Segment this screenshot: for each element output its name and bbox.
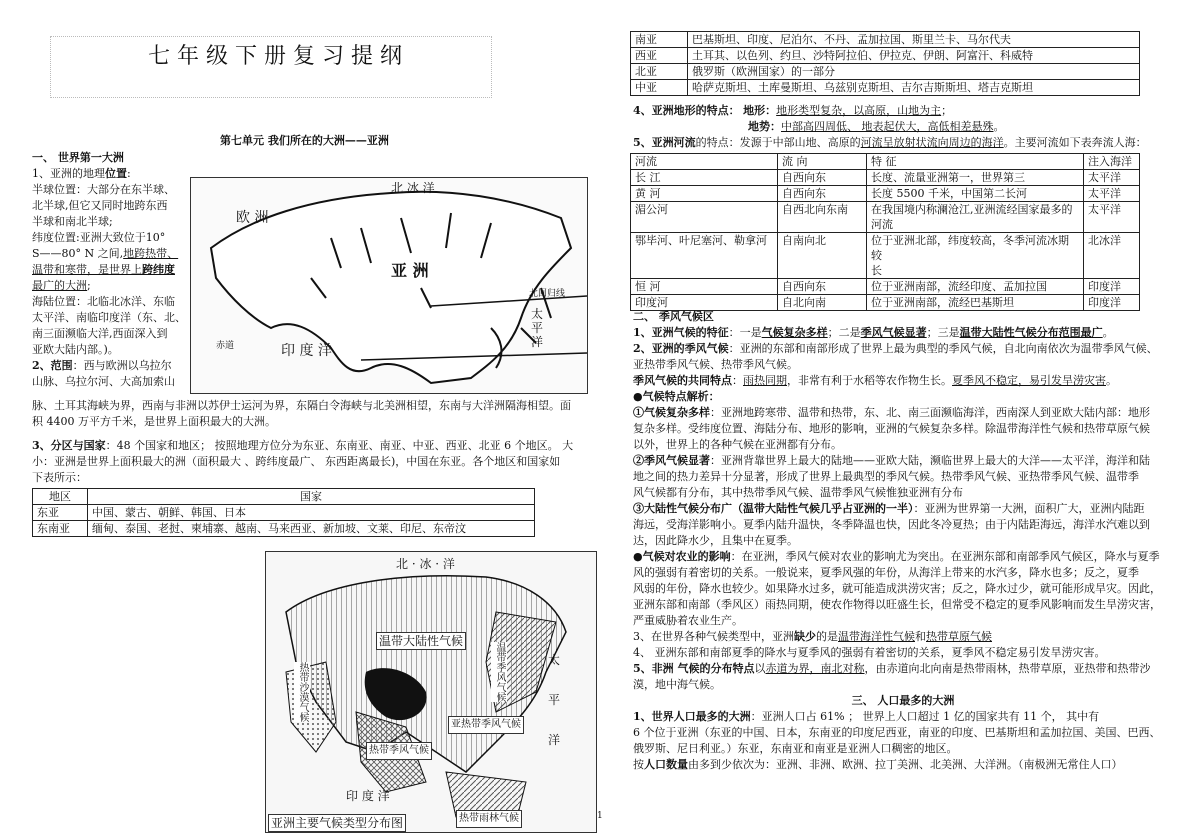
- map2-label-subtropical-monsoon: 亚热带季风气候: [448, 716, 524, 734]
- river-table: [630, 153, 1140, 311]
- section-2-heading: 二、 季风气候区: [633, 310, 714, 323]
- section-3-heading: 三、 人口最多的大洲: [851, 694, 955, 707]
- table-row: 印度河 自北向南 位于亚洲南部，流经巴基斯坦 印度洋: [631, 295, 1140, 311]
- map2-label-tropical-monsoon: 热带季风气候: [366, 742, 432, 760]
- map1-label-asia: 亚 洲: [391, 261, 429, 280]
- map1-label-indian: 印 度 洋: [281, 343, 332, 359]
- region-table-continued: [630, 31, 1140, 96]
- table-row: 中亚 哈萨克斯坦、土库曼斯坦、乌兹别克斯坦、吉尔吉斯斯坦、塔吉克斯坦: [631, 80, 1140, 96]
- climate-map-drawing: [266, 552, 596, 832]
- table-header-row: 河流 流 向 特 征 注入海洋: [631, 154, 1140, 170]
- map2-label-pacific-2: 平: [548, 693, 561, 707]
- section-1-heading: 一、 世界第一大洲: [32, 151, 124, 164]
- table-row: 东南亚 缅甸、泰国、老挝、柬埔寨、越南、马来西亚、新加坡、文莱、印尼、东帝汶: [33, 521, 535, 537]
- map1-label-equator: 赤道: [216, 341, 235, 351]
- map1-label-arctic: 北 冰 洋: [391, 181, 435, 195]
- table-row: 西亚 土耳其、以色列、约旦、沙特阿拉伯、伊拉克、伊朗、阿富汗、科威特: [631, 48, 1140, 64]
- map2-label-pacific-1: 太: [548, 653, 561, 667]
- map1-label-pacific-1: 太: [531, 307, 544, 321]
- table-row: 恒 河 自西向东 位于亚洲南部，流经印度、孟加拉国 印度洋: [631, 279, 1140, 295]
- table-header: 国家: [88, 489, 535, 505]
- climate-map: [265, 551, 597, 833]
- location-block: 1、亚洲的地理位置: 半球位置：大部分在东半球、 北半球,但它又同时地跨东西 半球和南北半球; 纬度位置:亚洲大致位于10° S——80° N 之间,地跨热带、 温带和寒带，是世界上跨纬度 最广的大洲; 海陆位置：北临北冰洋、东临 太平洋、南临印度洋（东、北、 南三面濒临大洋,西面深入到 亚欧大陆内部。)。 2、范围：西与欧洲以乌拉尔 山脉、乌拉尔河、大高加索山: [32, 167, 186, 388]
- map2-caption: 亚洲主要气候类型分布图: [268, 814, 406, 832]
- map2-label-pacific-3: 洋: [548, 733, 561, 747]
- table-row: 长 江 自西向东 长度、流量亚洲第一，世界第三 太平洋: [631, 170, 1140, 186]
- table-row: 东亚 中国、蒙古、朝鲜、韩国、日本: [33, 505, 535, 521]
- map1-label-europe: 欧 洲: [236, 210, 269, 226]
- map2-label-arctic: 北 · 冰 · 洋: [396, 557, 455, 571]
- page-title: 七 年 级 下 册 复 习 提 纲: [148, 44, 402, 69]
- division-paragraph: 3、分区与国家：48 个国家和地区； 按照地理方位分为东亚、东南亚、南亚、中亚、西亚、北亚 6 个地区。 大 小：亚洲是世界上面积最大的洲（面积最大 、跨纬度最广、 东西距离最长)，中国在东亚。各个地区和国家如 下表所示：: [32, 439, 574, 484]
- map2-label-indian: 印 度 洋: [346, 789, 390, 803]
- map1-label-pacific-2: 平: [531, 321, 544, 335]
- map2-label-rainforest: 热带雨林气候: [456, 810, 522, 828]
- page-number: 1: [597, 811, 603, 821]
- region-table: [32, 488, 535, 537]
- table-row: 北亚 俄罗斯（欧洲国家）的一部分: [631, 64, 1140, 80]
- map2-label-desert: 热带沙漠气候: [294, 662, 310, 722]
- map1-label-tropic: 北回归线: [529, 289, 566, 299]
- table-row: 南亚 巴基斯坦、印度、尼泊尔、不丹、孟加拉国、斯里兰卡、马尔代夫: [631, 32, 1140, 48]
- climate-section: 二、 季风气候区 1、亚洲气候的特征：一是气候复杂多样；二是季风气候显著；三是温带大陆性气候分布范围最广。 2、亚洲的季风气候：亚洲的东部和南部形成了世界上最为典型的季风气候，自北向南依次为温带季风气候、 亚热带季风气候、热带季风气候。 季风气候的共同特点：雨热同期，非常有利于水稻等农作物生长。夏季风不稳定，易引发旱涝灾害。 ●气候特点解析： ①气候复杂多样：亚洲地跨寒带、温带和热带，东、北、南三面濒临海洋，西南深人到亚欧大陆内部：地形 复杂多样。受纬度位置、海陆分布、地形的影响，亚洲的气候复杂多样。除温带海洋性气候和热带草原气候 以外，世界上的各种气候在亚洲都有分布。 ②季风气候显著：亚洲背靠世界上最大的陆地——亚欧大陆，濒临世界上最大的大洋——太平洋，海洋和陆 地之间的热力差异十分显著，形成了世界上最典型的季风气候。热带季风气候、亚热带季风气候、温带季 风气候都有分布，其中热带季风气候、温带季风气候惟独亚洲有分布 ③大陆性气候分布广（温带大陆性气候几乎占亚洲的一半）：亚洲为世界第一大洲，面积广大，亚洲内陆距 海远，受海洋影响小。夏季内陆升温快，冬季降温也快，因此冬冷夏热；由于内陆距海远，海洋水汽难以到 达，因此降水少，且集中在夏季。 ●气候对农业的影响：在亚洲，季风气候对农业的影响尤为突出。在亚洲东部和南部季风气候区，降水与夏季 风的强弱有着密切的关系。一般说来，夏季风强的年份，从海洋上带来的水汽多，降水也多；反之，夏季 风弱的年份，降水也较少。如果降水过多，就可能造成洪涝灾害；反之，降水过少，就可能形成旱灾。因此， 亚洲东部和南部（季风区）雨热同期，使农作物得以旺盛生长，但常受不稳定的夏季风影响而发生旱涝灾害， 严重威胁着农业生产。 3、在世界各种气候类型中，亚洲缺少的是温带海洋性气候和热带草原气候 4、 亚洲东部和南部夏季的降水与夏季风的强弱有着密切的关系，夏季风不稳定易引发旱涝灾害。 5、非洲 气候的分布特点以赤道为界，南北对称，由赤道向北向南是热带雨林，热带草原，亚热带和热带沙 漠，地中海气候。 三、 人口最多的大洲 1、世界人口最多的大洲：亚洲人口占 61% ； 世界上人口超过 1 亿的国家共有 11 个， 其中有 6 个位于亚洲（东亚的中国、日本，东南亚的印度尼西亚，南亚的印度、巴基斯坦和孟加拉国、美国、巴西、 俄罗斯、尼日利亚。）东亚，东南亚和南亚是亚洲人口稠密的地区。 按人口数量由多到少依次为：亚洲、非洲、欧洲、拉丁美洲、北美洲、大洋洲。（南极洲无常住人口）: [633, 309, 1173, 773]
- table-header: 地区: [33, 489, 88, 505]
- table-row: 鄂毕河、叶尼塞河、勒拿河 自南向北 位于亚洲北部，纬度较高，冬季河流冰期较 长 北冰洋: [631, 233, 1140, 279]
- map1-label-pacific-3: 洋: [531, 335, 544, 349]
- map2-label-temperate-monsoon: 温带季风气候: [491, 642, 507, 702]
- table-row: 黄 河 自西向东 长度 5500 千米，中国第二长河 太平洋: [631, 186, 1140, 202]
- table-row: 湄公河 自西北向东南 在我国境内称澜沧江,亚洲流经国家最多的 河流 太平洋: [631, 202, 1140, 233]
- asia-map: [190, 177, 588, 394]
- table-header-row: [33, 489, 535, 505]
- range-paragraph: 脉、土耳其海峡为界，西南与非洲以苏伊士运河为界，东隔白令海峡与北美洲相望，东南与大洋洲隔海相望。面 积 4400 万平方千米，是世界上面积最大的大洲。: [32, 399, 571, 428]
- unit-heading: 第七单元 我们所在的大洲——亚洲: [220, 134, 389, 147]
- terrain-paragraph: 4、亚洲地形的特点： 地形：地形类型复杂，以高原，山地为主； 地势：中部高四周低、 地表起伏大，高低相差悬殊。 5、亚洲河流的特点：发源于中部山地、高原的河流呈放射状流向周边的海洋。主要河流如下表奔流人海：: [633, 104, 1147, 149]
- map2-label-temperate-continental: 温带大陆性气候: [376, 632, 466, 650]
